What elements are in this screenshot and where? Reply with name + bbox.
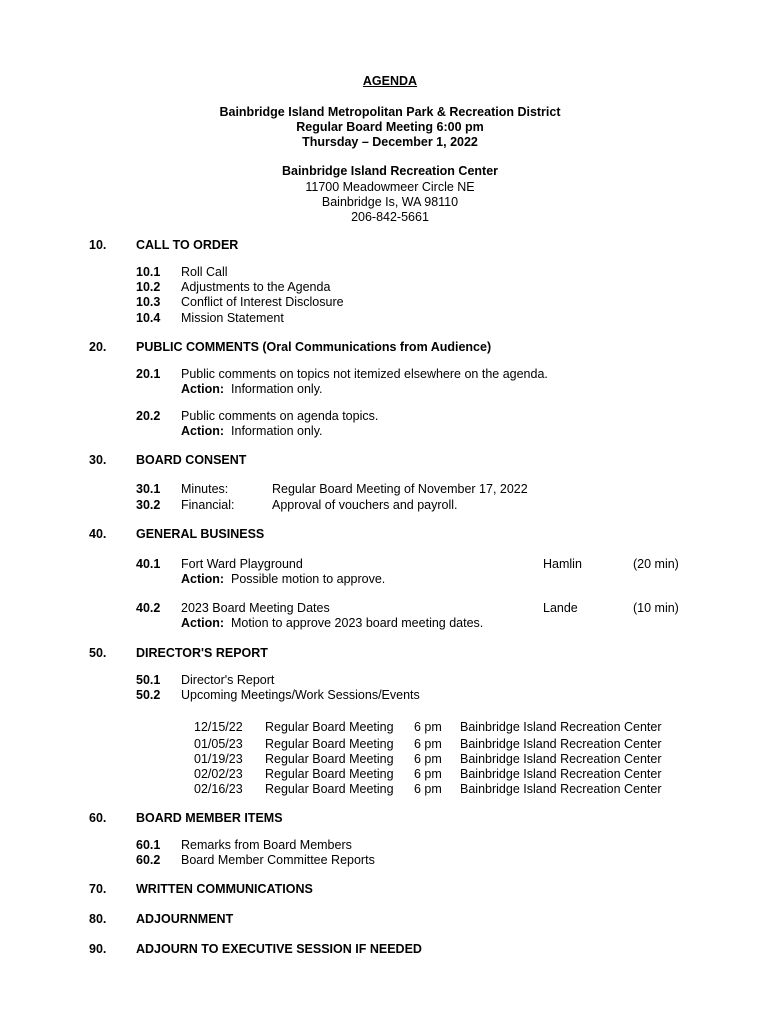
meeting-place: Bainbridge Island Recreation Center	[460, 720, 662, 734]
action-text: Possible motion to approve.	[231, 572, 386, 586]
item-number: 10.2	[136, 280, 161, 294]
item-duration: (20 min)	[633, 557, 679, 571]
item-text: Regular Board Meeting of November 17, 2022	[272, 482, 528, 496]
item-number: 30.1	[136, 482, 161, 496]
section-title-written-communications: WRITTEN COMMUNICATIONS	[136, 882, 313, 896]
action-label: Action:	[181, 424, 225, 438]
item-number: 40.1	[136, 557, 161, 571]
meeting-time: 6 pm	[414, 752, 442, 766]
section-number: 80.	[89, 912, 107, 926]
action-label: Action:	[181, 572, 225, 586]
item-text: Approval of vouchers and payroll.	[272, 498, 458, 512]
item-text: Adjustments to the Agenda	[181, 280, 331, 294]
item-text: 2023 Board Meeting Dates	[181, 601, 330, 615]
item-text: Director's Report	[181, 673, 275, 687]
item-number: 50.2	[136, 688, 161, 702]
meeting-place: Bainbridge Island Recreation Center	[460, 737, 662, 751]
item-number: 20.1	[136, 367, 161, 381]
action-text: Information only.	[231, 382, 323, 396]
meeting-time: 6 pm	[414, 737, 442, 751]
item-presenter: Hamlin	[543, 557, 582, 571]
item-text: Conflict of Interest Disclosure	[181, 295, 344, 309]
item-text: Board Member Committee Reports	[181, 853, 375, 867]
item-text: Upcoming Meetings/Work Sessions/Events	[181, 688, 420, 702]
meeting-place: Bainbridge Island Recreation Center	[460, 782, 662, 796]
item-action	[181, 616, 483, 631]
item-action	[181, 382, 323, 397]
item-number: 30.2	[136, 498, 161, 512]
meeting-date: 02/16/23	[194, 782, 243, 796]
item-number: 10.1	[136, 265, 161, 279]
section-title-executive-session: ADJOURN TO EXECUTIVE SESSION IF NEEDED	[136, 942, 422, 956]
item-label: Minutes:	[181, 482, 229, 496]
action-text: Motion to approve 2023 board meeting dates.	[231, 616, 484, 630]
item-text: Public comments on agenda topics.	[181, 409, 379, 423]
section-number: 60.	[89, 811, 107, 825]
item-text: Fort Ward Playground	[181, 557, 303, 571]
meeting-time: 6 pm	[414, 767, 442, 781]
item-action	[181, 424, 323, 439]
item-number: 20.2	[136, 409, 161, 423]
venue-address-line1: 11700 Meadowmeer Circle NE	[305, 180, 475, 194]
meeting-place: Bainbridge Island Recreation Center	[460, 752, 662, 766]
meeting-date: 01/19/23	[194, 752, 243, 766]
section-number: 30.	[89, 453, 107, 467]
meeting-time: 6 pm	[414, 720, 442, 734]
item-number: 60.1	[136, 838, 161, 852]
venue-phone: 206-842-5661	[351, 210, 429, 224]
organization-name: Bainbridge Island Metropolitan Park & Recreation District	[219, 105, 561, 119]
meeting-type: Regular Board Meeting	[265, 737, 394, 751]
item-text: Remarks from Board Members	[181, 838, 352, 852]
section-title-public-comments: PUBLIC COMMENTS (Oral Communications from Audience)	[136, 340, 492, 354]
section-title-board-member-items: BOARD MEMBER ITEMS	[136, 811, 283, 825]
meeting-date: 01/05/23	[194, 737, 243, 751]
item-action	[181, 572, 385, 587]
section-title-adjournment: ADJOURNMENT	[136, 912, 234, 926]
meeting-time: 6 pm	[414, 782, 442, 796]
meeting-date: 12/15/22	[194, 720, 243, 734]
item-duration: (10 min)	[633, 601, 679, 615]
section-title-call-to-order: CALL TO ORDER	[136, 238, 239, 252]
meeting-date: 02/02/23	[194, 767, 243, 781]
section-number: 40.	[89, 527, 107, 541]
item-label: Financial:	[181, 498, 235, 512]
meeting-type: Regular Board Meeting	[265, 752, 394, 766]
item-number: 10.4	[136, 311, 161, 325]
item-number: 40.2	[136, 601, 161, 615]
item-text: Roll Call	[181, 265, 228, 279]
section-number: 20.	[89, 340, 107, 354]
venue-name: Bainbridge Island Recreation Center	[281, 164, 499, 178]
meeting-place: Bainbridge Island Recreation Center	[460, 767, 662, 781]
section-title-directors-report: DIRECTOR'S REPORT	[136, 646, 268, 660]
meeting-type: Regular Board Meeting	[265, 720, 394, 734]
item-text: Public comments on topics not itemized elsewhere on the agenda.	[181, 367, 548, 381]
meeting-type: Regular Board Meeting	[265, 782, 394, 796]
meeting-type: Regular Board Meeting	[265, 767, 394, 781]
meeting-date: Thursday – December 1, 2022	[302, 135, 478, 149]
item-number: 10.3	[136, 295, 161, 309]
meeting-title: Regular Board Meeting 6:00 pm	[296, 120, 484, 134]
item-number: 60.2	[136, 853, 161, 867]
item-number: 50.1	[136, 673, 161, 687]
action-text: Information only.	[231, 424, 323, 438]
action-label: Action:	[181, 382, 225, 396]
section-title-board-consent: BOARD CONSENT	[136, 453, 247, 467]
section-number: 70.	[89, 882, 107, 896]
section-title-general-business: GENERAL BUSINESS	[136, 527, 265, 541]
section-number: 90.	[89, 942, 107, 956]
venue-address-line2: Bainbridge Is, WA 98110	[321, 195, 459, 209]
section-number: 10.	[89, 238, 107, 252]
item-text: Mission Statement	[181, 311, 284, 325]
section-number: 50.	[89, 646, 107, 660]
page-title: AGENDA	[362, 74, 418, 88]
item-presenter: Lande	[543, 601, 578, 615]
action-label: Action:	[181, 616, 225, 630]
